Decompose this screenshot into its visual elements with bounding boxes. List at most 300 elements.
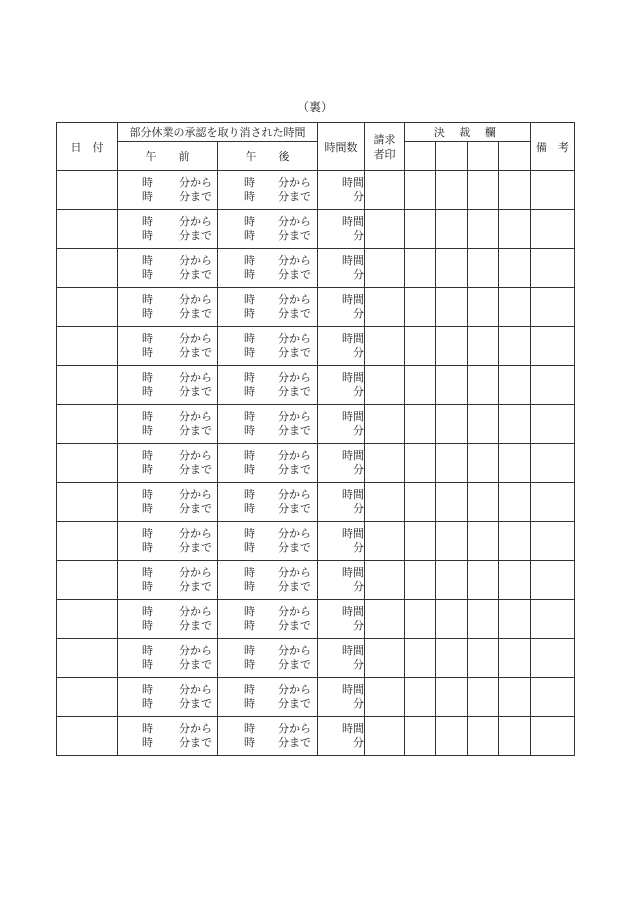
hour-label: 時	[244, 332, 255, 345]
from-label: 分から	[278, 566, 311, 579]
minutes-unit-label: 分	[353, 346, 364, 359]
from-label: 分から	[278, 683, 311, 696]
hours-count-cell[interactable]	[318, 171, 365, 210]
date-cell[interactable]	[57, 171, 118, 210]
until-label: 分まで	[278, 502, 311, 515]
minutes-unit-label: 分	[353, 580, 364, 593]
hour-label: 時	[142, 488, 153, 501]
from-label: 分から	[179, 254, 212, 267]
remarks-cell[interactable]	[531, 561, 575, 600]
hour-label: 時	[244, 254, 255, 267]
from-label: 分から	[179, 566, 212, 579]
remarks-cell[interactable]	[531, 639, 575, 678]
afternoon-time-cell[interactable]	[218, 405, 318, 444]
morning-time-cell[interactable]	[118, 600, 218, 639]
morning-time-cell[interactable]	[118, 405, 218, 444]
until-label: 分まで	[278, 229, 311, 242]
hours-count-cell[interactable]	[318, 600, 365, 639]
hour-label: 時	[244, 176, 255, 189]
date-cell[interactable]	[57, 561, 118, 600]
hour-label: 時	[142, 605, 153, 618]
approval-cell-3[interactable]	[468, 639, 499, 678]
minutes-unit-label: 分	[353, 463, 364, 476]
approval-cell-4[interactable]	[499, 522, 531, 561]
from-label: 分から	[278, 293, 311, 306]
afternoon-time-cell[interactable]	[218, 639, 318, 678]
hours-unit-label: 時間	[342, 176, 364, 189]
table-row	[57, 366, 575, 405]
hour-label: 時	[142, 332, 153, 345]
afternoon-time-cell[interactable]	[218, 210, 318, 249]
remarks-cell[interactable]	[531, 600, 575, 639]
hour-label: 時	[244, 619, 255, 632]
morning-time-cell[interactable]	[118, 327, 218, 366]
table-row	[57, 600, 575, 639]
afternoon-time-cell[interactable]	[218, 249, 318, 288]
date-cell[interactable]	[57, 288, 118, 327]
hour-label: 時	[244, 605, 255, 618]
from-label: 分から	[179, 371, 212, 384]
afternoon-time-cell[interactable]	[218, 561, 318, 600]
until-label: 分まで	[179, 385, 212, 398]
minutes-unit-label: 分	[353, 229, 364, 242]
hours-unit-label: 時間	[342, 527, 364, 540]
morning-time-cell[interactable]	[118, 678, 218, 717]
morning-time-cell[interactable]	[118, 483, 218, 522]
from-label: 分から	[278, 644, 311, 657]
from-label: 分から	[278, 722, 311, 735]
hour-label: 時	[244, 449, 255, 462]
until-label: 分まで	[179, 424, 212, 437]
hour-label: 時	[142, 410, 153, 423]
from-label: 分から	[179, 215, 212, 228]
date-cell[interactable]	[57, 210, 118, 249]
approval-cell-4[interactable]	[499, 249, 531, 288]
until-label: 分まで	[278, 463, 311, 476]
date-cell[interactable]	[57, 678, 118, 717]
approval-cell-1[interactable]	[405, 483, 436, 522]
date-cell[interactable]	[57, 717, 118, 756]
morning-time-cell[interactable]	[118, 249, 218, 288]
from-label: 分から	[179, 293, 212, 306]
hour-label: 時	[244, 527, 255, 540]
until-label: 分まで	[179, 502, 212, 515]
morning-time-cell[interactable]	[118, 171, 218, 210]
approval-cell-4[interactable]	[499, 366, 531, 405]
morning-time-cell[interactable]	[118, 288, 218, 327]
hour-label: 時	[244, 502, 255, 515]
afternoon-time-cell[interactable]	[218, 444, 318, 483]
approval-cell-4[interactable]	[499, 678, 531, 717]
until-label: 分まで	[278, 619, 311, 632]
approval-cell-1[interactable]	[405, 717, 436, 756]
hour-label: 時	[142, 697, 153, 710]
hour-label: 時	[244, 371, 255, 384]
requester-stamp-cell[interactable]	[365, 366, 405, 405]
hour-label: 時	[244, 385, 255, 398]
table-row	[57, 522, 575, 561]
approval-cell-2[interactable]	[436, 561, 468, 600]
hour-label: 時	[142, 463, 153, 476]
until-label: 分まで	[179, 658, 212, 671]
approval-box-4[interactable]	[499, 142, 531, 171]
date-cell[interactable]	[57, 444, 118, 483]
until-label: 分まで	[278, 268, 311, 281]
approval-cell-1[interactable]	[405, 288, 436, 327]
approval-cell-2[interactable]	[436, 210, 468, 249]
approval-box-2[interactable]	[436, 142, 468, 171]
until-label: 分まで	[179, 697, 212, 710]
requester-stamp-cell[interactable]	[365, 600, 405, 639]
approval-cell-2[interactable]	[436, 366, 468, 405]
until-label: 分まで	[179, 736, 212, 749]
remarks-cell[interactable]	[531, 717, 575, 756]
approval-cell-1[interactable]	[405, 249, 436, 288]
hours-unit-label: 時間	[342, 410, 364, 423]
hour-label: 時	[142, 449, 153, 462]
approval-cell-4[interactable]	[499, 288, 531, 327]
from-label: 分から	[179, 410, 212, 423]
table-row	[57, 639, 575, 678]
minutes-unit-label: 分	[353, 658, 364, 671]
hour-label: 時	[142, 229, 153, 242]
until-label: 分まで	[278, 424, 311, 437]
date-cell[interactable]	[57, 639, 118, 678]
remarks-cell[interactable]	[531, 366, 575, 405]
approval-cell-1[interactable]	[405, 366, 436, 405]
approval-cell-3[interactable]	[468, 678, 499, 717]
hours-count-cell[interactable]	[318, 678, 365, 717]
table-row	[57, 444, 575, 483]
approval-cell-1[interactable]	[405, 639, 436, 678]
morning-time-cell[interactable]	[118, 717, 218, 756]
minutes-unit-label: 分	[353, 736, 364, 749]
table-row	[57, 288, 575, 327]
hour-label: 時	[244, 736, 255, 749]
partial-leave-cancellation-table	[56, 122, 575, 756]
table-row	[57, 405, 575, 444]
approval-cell-3[interactable]	[468, 210, 499, 249]
approval-cell-4[interactable]	[499, 600, 531, 639]
hour-label: 時	[142, 527, 153, 540]
date-cell[interactable]	[57, 600, 118, 639]
approval-cell-3[interactable]	[468, 405, 499, 444]
approval-cell-1[interactable]	[405, 678, 436, 717]
approval-cell-2[interactable]	[436, 522, 468, 561]
approval-cell-3[interactable]	[468, 249, 499, 288]
from-label: 分から	[278, 176, 311, 189]
approval-cell-1[interactable]	[405, 210, 436, 249]
requester-stamp-cell[interactable]	[365, 678, 405, 717]
until-label: 分まで	[278, 736, 311, 749]
hour-label: 時	[142, 502, 153, 515]
remarks-cell[interactable]	[531, 288, 575, 327]
hour-label: 時	[142, 644, 153, 657]
hour-label: 時	[142, 215, 153, 228]
remarks-cell[interactable]	[531, 210, 575, 249]
from-label: 分から	[278, 449, 311, 462]
requester-stamp-cell[interactable]	[365, 483, 405, 522]
approval-cell-1[interactable]	[405, 522, 436, 561]
requester-stamp-cell[interactable]	[365, 210, 405, 249]
approval-box-3[interactable]	[468, 142, 499, 171]
approval-cell-3[interactable]	[468, 327, 499, 366]
table-row	[57, 483, 575, 522]
approval-cell-1[interactable]	[405, 444, 436, 483]
afternoon-header: 午 後	[218, 142, 318, 171]
hours-count-cell[interactable]	[318, 717, 365, 756]
remarks-cell[interactable]	[531, 249, 575, 288]
hour-label: 時	[244, 268, 255, 281]
remarks-cell[interactable]	[531, 171, 575, 210]
hour-label: 時	[142, 268, 153, 281]
hour-label: 時	[142, 254, 153, 267]
approval-cell-1[interactable]	[405, 171, 436, 210]
until-label: 分まで	[179, 541, 212, 554]
approval-cell-3[interactable]	[468, 171, 499, 210]
afternoon-time-cell[interactable]	[218, 327, 318, 366]
until-label: 分まで	[179, 346, 212, 359]
hour-label: 時	[142, 293, 153, 306]
until-label: 分まで	[179, 268, 212, 281]
from-label: 分から	[278, 488, 311, 501]
hours-unit-label: 時間	[342, 215, 364, 228]
approval-cell-2[interactable]	[436, 327, 468, 366]
page-side-label: （裏）	[296, 100, 333, 114]
requester-stamp-cell[interactable]	[365, 639, 405, 678]
morning-time-cell[interactable]	[118, 444, 218, 483]
minutes-unit-label: 分	[353, 541, 364, 554]
until-label: 分まで	[179, 307, 212, 320]
approval-cell-1[interactable]	[405, 561, 436, 600]
afternoon-time-cell[interactable]	[218, 366, 318, 405]
approval-cell-4[interactable]	[499, 639, 531, 678]
minutes-unit-label: 分	[353, 502, 364, 515]
until-label: 分まで	[179, 463, 212, 476]
until-label: 分まで	[278, 385, 311, 398]
hour-label: 時	[244, 541, 255, 554]
approval-cell-2[interactable]	[436, 288, 468, 327]
hour-label: 時	[142, 307, 153, 320]
afternoon-time-cell[interactable]	[218, 288, 318, 327]
hour-label: 時	[244, 488, 255, 501]
hour-label: 時	[244, 697, 255, 710]
remarks-cell[interactable]	[531, 327, 575, 366]
date-cell[interactable]	[57, 327, 118, 366]
table-row	[57, 717, 575, 756]
afternoon-time-cell[interactable]	[218, 678, 318, 717]
hours-unit-label: 時間	[342, 488, 364, 501]
date-cell[interactable]	[57, 405, 118, 444]
remarks-cell[interactable]	[531, 444, 575, 483]
from-label: 分から	[278, 371, 311, 384]
requester-stamp-cell[interactable]	[365, 717, 405, 756]
hour-label: 時	[244, 644, 255, 657]
approval-cell-3[interactable]	[468, 288, 499, 327]
approval-cell-4[interactable]	[499, 444, 531, 483]
approval-cell-4[interactable]	[499, 717, 531, 756]
from-label: 分から	[179, 449, 212, 462]
hour-label: 時	[244, 683, 255, 696]
approval-cell-4[interactable]	[499, 405, 531, 444]
from-label: 分から	[179, 605, 212, 618]
hour-label: 時	[142, 736, 153, 749]
hours-unit-label: 時間	[342, 449, 364, 462]
approval-cell-2[interactable]	[436, 678, 468, 717]
approval-cell-1[interactable]	[405, 600, 436, 639]
approval-cell-2[interactable]	[436, 444, 468, 483]
remarks-header: 備 考	[531, 123, 575, 171]
from-label: 分から	[278, 215, 311, 228]
hour-label: 時	[244, 229, 255, 242]
from-label: 分から	[179, 332, 212, 345]
approval-cell-3[interactable]	[468, 366, 499, 405]
requester-stamp-cell[interactable]	[365, 405, 405, 444]
hour-label: 時	[142, 424, 153, 437]
remarks-cell[interactable]	[531, 522, 575, 561]
from-label: 分から	[179, 176, 212, 189]
date-cell[interactable]	[57, 366, 118, 405]
hours-unit-label: 時間	[342, 644, 364, 657]
approval-cell-2[interactable]	[436, 171, 468, 210]
hour-label: 時	[142, 580, 153, 593]
from-label: 分から	[179, 683, 212, 696]
afternoon-time-cell[interactable]	[218, 171, 318, 210]
remarks-cell[interactable]	[531, 483, 575, 522]
afternoon-time-cell[interactable]	[218, 717, 318, 756]
hour-label: 時	[142, 385, 153, 398]
until-label: 分まで	[278, 307, 311, 320]
until-label: 分まで	[278, 697, 311, 710]
hours-count-cell[interactable]	[318, 561, 365, 600]
until-label: 分まで	[278, 346, 311, 359]
hour-label: 時	[244, 293, 255, 306]
from-label: 分から	[278, 254, 311, 267]
until-label: 分まで	[278, 541, 311, 554]
from-label: 分から	[179, 644, 212, 657]
until-label: 分まで	[179, 190, 212, 203]
hour-label: 時	[244, 424, 255, 437]
approval-cell-3[interactable]	[468, 522, 499, 561]
requester-stamp-cell[interactable]	[365, 171, 405, 210]
hour-label: 時	[142, 346, 153, 359]
table-row	[57, 171, 575, 210]
approval-cell-2[interactable]	[436, 600, 468, 639]
afternoon-time-cell[interactable]	[218, 522, 318, 561]
hours-count-cell[interactable]	[318, 405, 365, 444]
date-cell[interactable]	[57, 249, 118, 288]
hours-count-cell[interactable]	[318, 639, 365, 678]
approval-cell-4[interactable]	[499, 561, 531, 600]
hour-label: 時	[244, 580, 255, 593]
hours-count-cell[interactable]	[318, 249, 365, 288]
morning-header: 午 前	[118, 142, 218, 171]
requester-stamp-cell[interactable]	[365, 249, 405, 288]
approval-cell-4[interactable]	[499, 327, 531, 366]
approval-cell-2[interactable]	[436, 405, 468, 444]
hour-label: 時	[244, 190, 255, 203]
approval-cell-3[interactable]	[468, 444, 499, 483]
table-row	[57, 678, 575, 717]
from-label: 分から	[278, 527, 311, 540]
table-row	[57, 210, 575, 249]
hour-label: 時	[244, 410, 255, 423]
hours-unit-label: 時間	[342, 605, 364, 618]
hour-label: 時	[142, 190, 153, 203]
hours-unit-label: 時間	[342, 293, 364, 306]
morning-time-cell[interactable]	[118, 639, 218, 678]
until-label: 分まで	[278, 580, 311, 593]
afternoon-time-cell[interactable]	[218, 600, 318, 639]
hours-unit-label: 時間	[342, 332, 364, 345]
approval-cell-4[interactable]	[499, 210, 531, 249]
approval-cell-3[interactable]	[468, 717, 499, 756]
table-row	[57, 561, 575, 600]
from-label: 分から	[278, 605, 311, 618]
hour-label: 時	[142, 658, 153, 671]
minutes-unit-label: 分	[353, 268, 364, 281]
hours-count-cell[interactable]	[318, 483, 365, 522]
approval-cell-2[interactable]	[436, 717, 468, 756]
approval-cell-2[interactable]	[436, 249, 468, 288]
hours-count-cell[interactable]	[318, 366, 365, 405]
hours-count-cell[interactable]	[318, 210, 365, 249]
approval-cell-1[interactable]	[405, 327, 436, 366]
morning-time-cell[interactable]	[118, 210, 218, 249]
remarks-cell[interactable]	[531, 678, 575, 717]
requester-stamp-cell[interactable]	[365, 444, 405, 483]
minutes-unit-label: 分	[353, 385, 364, 398]
date-cell[interactable]	[57, 522, 118, 561]
minutes-unit-label: 分	[353, 697, 364, 710]
hour-label: 時	[244, 658, 255, 671]
approval-cell-3[interactable]	[468, 561, 499, 600]
requester-stamp-cell[interactable]	[365, 522, 405, 561]
requester-stamp-cell[interactable]	[365, 561, 405, 600]
approval-cell-2[interactable]	[436, 483, 468, 522]
approval-cell-2[interactable]	[436, 639, 468, 678]
cancelled-time-header: 部分休業の承認を取り消された時間	[118, 123, 318, 142]
hours-unit-label: 時間	[342, 722, 364, 735]
approval-box-1[interactable]	[405, 142, 436, 171]
afternoon-time-cell[interactable]	[218, 483, 318, 522]
hours-count-cell[interactable]	[318, 327, 365, 366]
remarks-cell[interactable]	[531, 405, 575, 444]
hours-count-cell[interactable]	[318, 522, 365, 561]
approval-cell-3[interactable]	[468, 600, 499, 639]
approval-cell-1[interactable]	[405, 405, 436, 444]
from-label: 分から	[179, 722, 212, 735]
approval-cell-4[interactable]	[499, 483, 531, 522]
approval-cell-3[interactable]	[468, 483, 499, 522]
hour-label: 時	[142, 722, 153, 735]
table-row	[57, 327, 575, 366]
hour-label: 時	[244, 722, 255, 735]
until-label: 分まで	[278, 658, 311, 671]
until-label: 分まで	[278, 190, 311, 203]
requester-stamp-cell[interactable]	[365, 327, 405, 366]
approval-cell-4[interactable]	[499, 171, 531, 210]
morning-time-cell[interactable]	[118, 522, 218, 561]
hours-unit-label: 時間	[342, 254, 364, 267]
hour-label: 時	[142, 566, 153, 579]
morning-time-cell[interactable]	[118, 366, 218, 405]
requester-stamp-cell[interactable]	[365, 288, 405, 327]
date-cell[interactable]	[57, 483, 118, 522]
morning-time-cell[interactable]	[118, 561, 218, 600]
hours-count-cell[interactable]	[318, 444, 365, 483]
hours-count-cell[interactable]	[318, 288, 365, 327]
